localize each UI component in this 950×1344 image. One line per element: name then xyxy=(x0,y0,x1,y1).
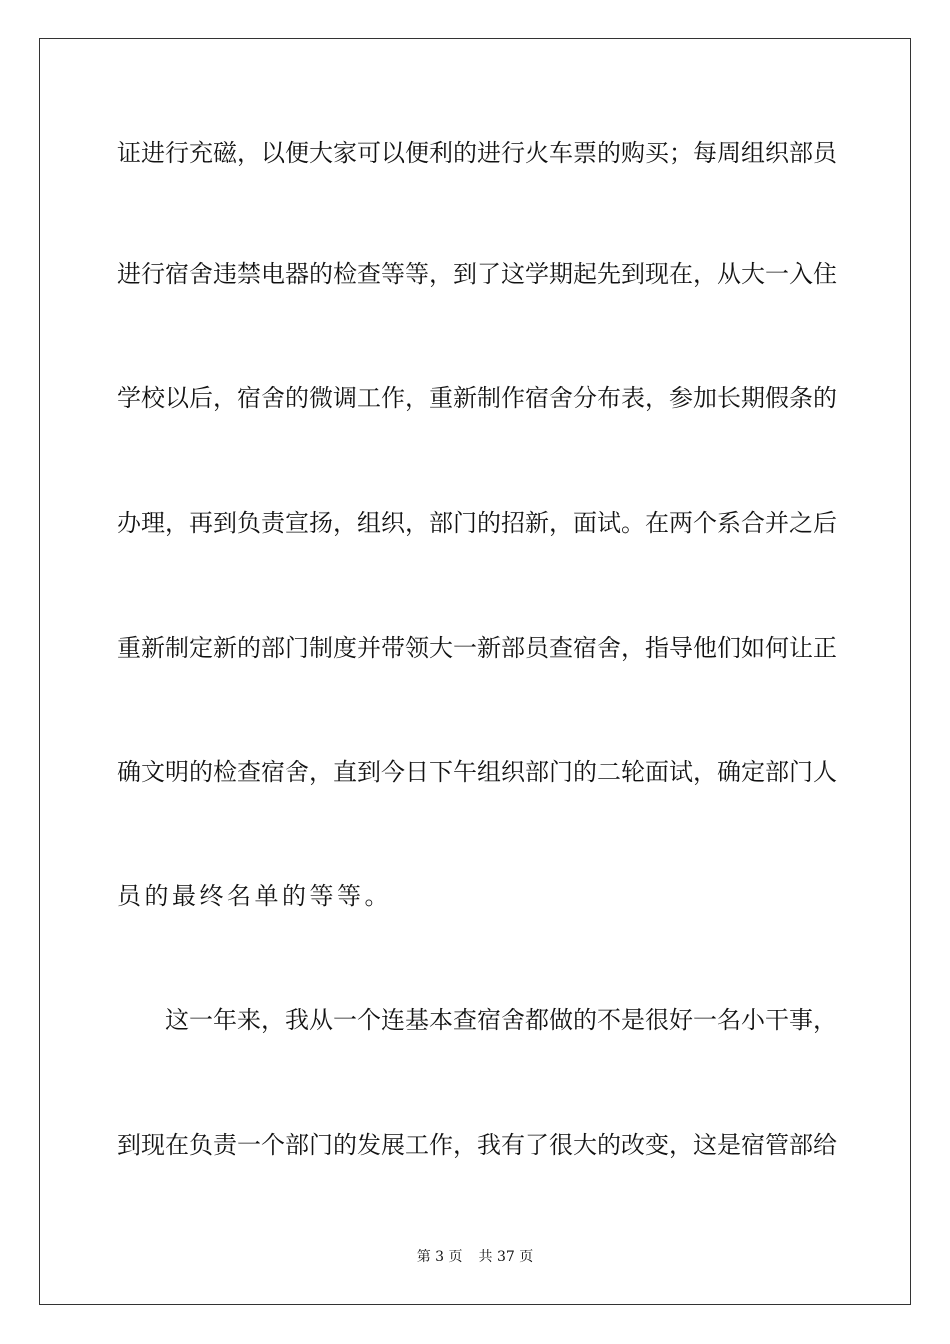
page-total: 共 37 页 xyxy=(478,1249,534,1265)
page-number: 第 3 页 xyxy=(416,1249,463,1265)
text-line: 重新制定新的部门制度并带领大一新部员查宿舍，指导他们如何让正 xyxy=(117,634,837,662)
text-line: 办理，再到负责宣扬，组织，部门的招新，面试。在两个系合并之后 xyxy=(117,509,837,537)
text-line: 这一年来，我从一个连基本查宿舍都做的不是很好一名小干事， xyxy=(165,1006,837,1034)
text-line: 进行宿舍违禁电器的检查等等，到了这学期起先到现在，从大一入住 xyxy=(117,260,837,288)
text-line: 到现在负责一个部门的发展工作，我有了很大的改变，这是宿管部给 xyxy=(117,1131,837,1159)
text-line: 学校以后，宿舍的微调工作，重新制作宿舍分布表，参加长期假条的 xyxy=(117,384,837,412)
text-line: 员的最终名单的等等。 xyxy=(117,882,392,910)
text-line: 确文明的检查宿舍，直到今日下午组织部门的二轮面试，确定部门人 xyxy=(117,758,837,786)
page-footer xyxy=(0,1248,950,1266)
text-line: 证进行充磁，以便大家可以便利的进行火车票的购买；每周组织部员 xyxy=(117,139,837,167)
